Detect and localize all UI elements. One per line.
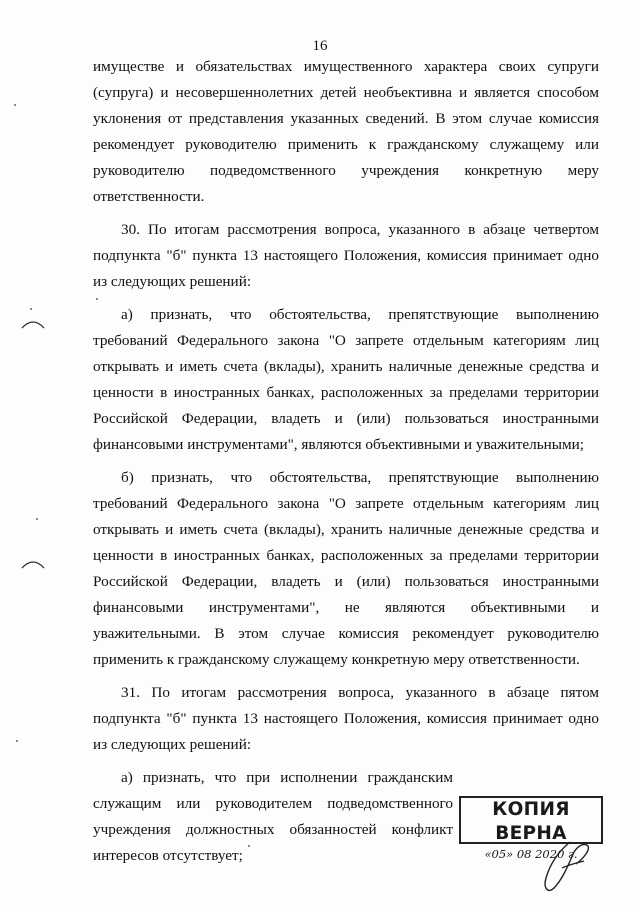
paragraph-30: 30. По итогам рассмотрения вопроса, указанного в абзаце четвертом подпункта "б" пункта 13 настоящего Положения, комиссия принимает одно из следующих решений: xyxy=(93,221,599,290)
scan-speck xyxy=(30,308,32,310)
scan-speck xyxy=(14,104,16,106)
scan-speck xyxy=(36,518,38,520)
scan-speck xyxy=(96,298,98,300)
page-number: 16 xyxy=(312,38,328,54)
paragraph-31: 31. По итогам рассмотрения вопроса, указанного в абзаце пятом подпункта "б" пункта 13 настоящего Положения, комиссия принимает одно из следующих решений: xyxy=(93,684,599,753)
margin-hole-mark-icon xyxy=(20,318,46,330)
margin-hole-mark-icon xyxy=(20,558,46,570)
stamp-date: «05» 08 2020 г. xyxy=(484,847,578,861)
certified-copy-stamp xyxy=(459,796,603,861)
scan-speck xyxy=(248,845,250,847)
paragraph-continuation: имуществе и обязательствах имущественного характера своих супруги (супруга) и несовершеннолетних детей необъективна и является способом уклонения от представления указанных сведений. В этом случае комиссия рекомендует руководителю применить к гражданскому служащему или руководителю подведомственного учреждения конкретную меру ответственности. xyxy=(93,58,599,205)
paragraph-30-b: б) признать, что обстоятельства, препятствующие выполнению требований Федерального закона "О запрете отдельным категориям лиц открывать и иметь счета (вклады), хранить наличные денежные средства и ценности в иностранных банках, расположенных за пределами территории Российской Федерации, владеть и (или) пользоваться иностранными финансовыми инструментами", не являются объективными и уважительными. В этом случае комиссия рекомендует руководителю применить к гражданскому служащему конкретную меру ответственности. xyxy=(93,469,599,668)
scan-speck xyxy=(16,740,18,742)
paragraph-30-a: а) признать, что обстоятельства, препятствующие выполнению требований Федерального закона "О запрете отдельным категориям лиц открывать и иметь счета (вклады), хранить наличные денежные средства и ценности в иностранных банках, расположенных за пределами территории Российской Федерации, владеть и (или) пользоваться иностранными финансовыми инструментами", являются объективными и уважительными; xyxy=(93,306,599,453)
handwritten-signature xyxy=(528,838,598,898)
stamp-title: КОПИЯ ВЕРНА xyxy=(492,799,570,844)
body-text xyxy=(93,54,599,876)
paragraph-31-a: а) признать, что при исполнении гражданским служащим или руководителем подведомственного учреждения должностных обязанностей конфликт интересов отсутствует; xyxy=(93,769,453,864)
